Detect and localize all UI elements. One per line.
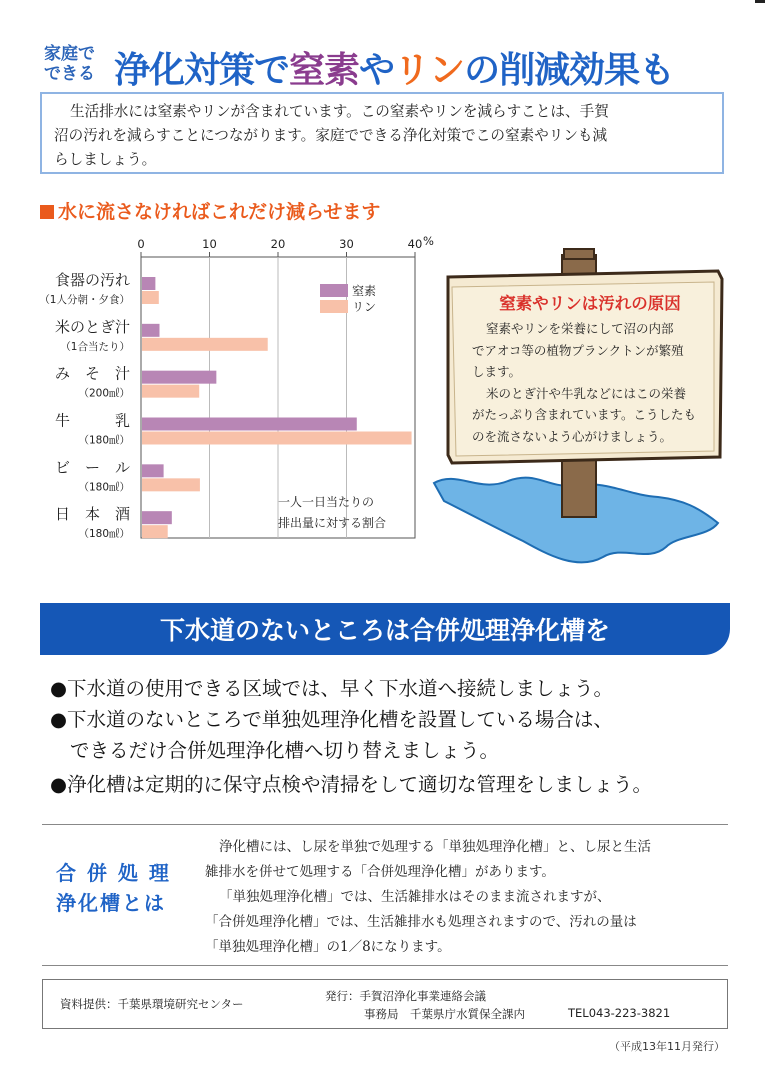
- footer-publisher: 発行：手賀沼浄化事業連絡会議: [325, 989, 486, 1003]
- x-tick-label: 20: [270, 237, 286, 251]
- category-sublabel: （200㎖）: [78, 387, 130, 400]
- legend-label: リン: [352, 300, 377, 314]
- title-phosphorus: リン: [394, 50, 465, 91]
- bar-phosphorus: [142, 385, 199, 398]
- publish-date: （平成13年11月発行）: [609, 1040, 725, 1053]
- title-part: の削減効果も: [464, 50, 675, 91]
- title-prefix: [44, 44, 112, 84]
- bar-nitrogen: [142, 277, 155, 290]
- divider: [42, 824, 728, 825]
- chart-heading: 水に流さなければこれだけ減らせます: [40, 197, 380, 224]
- category-sublabel: （180㎖）: [78, 528, 130, 541]
- footer-tel: TEL043-223-3821: [568, 1006, 671, 1020]
- sign-body: [472, 318, 710, 447]
- category-label: み そ 汁: [54, 364, 130, 383]
- title-part: 浄化対策で: [114, 50, 290, 91]
- bar-nitrogen: [142, 371, 216, 384]
- category-label: 牛 乳: [54, 411, 130, 430]
- bar-phosphorus: [142, 291, 159, 304]
- definition-label: 合 併 処 理 浄化槽とは: [56, 861, 171, 915]
- corner-mark: [755, 0, 765, 3]
- bar-phosphorus: [142, 525, 168, 538]
- definition-line: 雑排水を併せて処理する「合併処理浄化槽」があります。: [205, 864, 555, 880]
- bullet-item-continuation: できるだけ合併処理浄化槽へ切り替えましょう。: [70, 739, 500, 762]
- category-label: ビ ー ル: [54, 458, 130, 477]
- chart-annotation: [278, 494, 386, 530]
- sign-title: 窒素やリンは汚れの原因: [499, 294, 681, 313]
- intro-line: らしましょう。: [54, 151, 157, 168]
- category-sublabel: （1合当たり）: [60, 340, 130, 353]
- definition-line: 浄化槽には、し尿を単独で処理する「単独処理浄化槽」と、し尿と生活: [219, 839, 651, 855]
- sign-line: 窒素やリンを栄養にして沼の内部: [486, 321, 674, 336]
- definition-line: 「単独処理浄化槽」の1／8になります。: [205, 939, 451, 955]
- sign-line: でアオコ等の植物プランクトンが繁殖: [472, 342, 684, 358]
- signpost-top: [564, 249, 594, 259]
- sign-line: のを流さないよう心がけましょう。: [472, 428, 673, 444]
- sign-line: 米のとぎ汁や牛乳などにはこの栄養: [486, 385, 687, 401]
- bar-nitrogen: [142, 324, 159, 337]
- category-label: 食器の汚れ: [54, 271, 130, 289]
- category-sublabel: （1人分朝・夕食）: [39, 294, 130, 306]
- x-tick-label: 0: [137, 237, 145, 251]
- bullet-item: ●浄化槽は定期的に保守点検や清掃をして適切な管理をしましょう。: [50, 773, 653, 796]
- square-icon: [40, 205, 54, 219]
- category-sublabel: （180㎖）: [78, 434, 130, 447]
- intro-box: [40, 92, 724, 174]
- x-tick-label: 40: [407, 237, 423, 251]
- legend-swatch: [320, 300, 348, 313]
- title-prefix-line: できる: [44, 64, 95, 84]
- category-sublabel: （180㎖）: [78, 481, 130, 494]
- footer-source: 資料提供：千葉県環境研究センター: [60, 997, 244, 1011]
- title-prefix-line: 家庭で: [44, 44, 95, 64]
- bullet-item: ●下水道の使用できる区域では、早く下水道へ接続しましょう。: [50, 677, 614, 700]
- x-tick-label: 10: [202, 237, 217, 251]
- definition-line: 「単独処理浄化槽」では、生活雑排水はそのまま流されますが、: [219, 889, 611, 905]
- bar-nitrogen: [142, 464, 164, 477]
- x-unit-label: %: [423, 234, 434, 248]
- definition-line: 「合併処理浄化槽」では、生活雑排水も処理されますので、汚れの量は: [205, 914, 637, 930]
- category-label: 日 本 酒: [54, 505, 130, 524]
- title-part: や: [359, 50, 395, 91]
- chart-categories: [39, 271, 130, 540]
- intro-line: 生活排水には窒素やリンが含まれています。この窒素やリンを減らすことは、手賀: [70, 103, 609, 120]
- bar-phosphorus: [142, 478, 200, 491]
- bar-phosphorus: [142, 338, 268, 351]
- footer-office: 事務局 千葉県庁水質保全課内: [364, 1007, 525, 1021]
- bar-phosphorus: [142, 432, 412, 445]
- chart-ticks: [137, 234, 434, 251]
- sign-line: します。: [472, 364, 522, 379]
- page-title: [114, 42, 674, 93]
- definition-body: [205, 835, 725, 960]
- bar-nitrogen: [142, 418, 357, 431]
- chart-legend: [320, 283, 376, 314]
- bullet-item: ●下水道のないところで単独処理浄化槽を設置している場合は、: [50, 708, 613, 731]
- legend-label: 窒素: [352, 284, 377, 298]
- category-label: 米のとぎ汁: [54, 317, 130, 336]
- sign-line: がたっぷり含まれています。こうしたも: [472, 407, 697, 422]
- legend-swatch: [320, 284, 348, 297]
- intro-line: 沼の汚れを減らすことにつながります。家庭でできる浄化対策でこの窒素やリンも減: [54, 127, 608, 144]
- chart-annotation-line: 排出量に対する割合: [278, 516, 387, 530]
- bar-nitrogen: [142, 511, 172, 524]
- chart-annotation-line: 一人一日当たりの: [278, 495, 375, 509]
- divider: [42, 965, 728, 966]
- section-banner-title: 下水道のないところは合併処理浄化槽を: [159, 616, 610, 645]
- title-nitrogen: 窒素: [289, 50, 360, 91]
- bar-chart: [0, 230, 440, 570]
- x-tick-label: 30: [339, 237, 354, 251]
